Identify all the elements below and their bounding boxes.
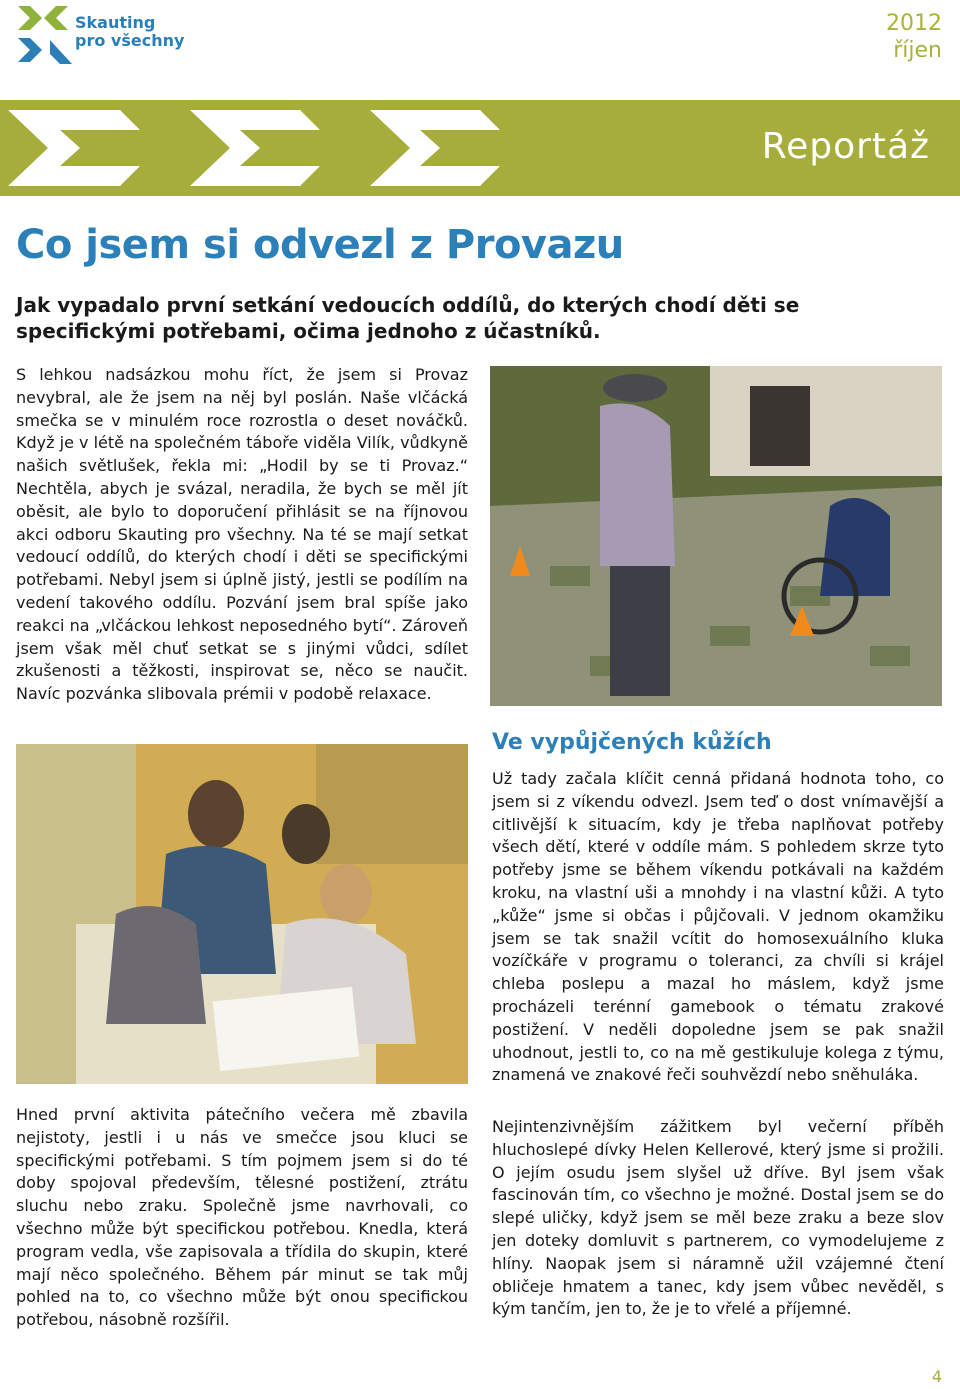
paragraph-borrowed-skins: Už tady začala klíčit cenná přidaná hodnota toho, co jsem si z víkendu odvezl. Jsem teď o dost vnímavější a citlivější k situacím, kdy je třeba naplňovat potřeby všech dětí, které v oddíle mám. S pohledem skrze tyto potřeby jsme se během víkendu potkávali na každém kroku, na vlastní uši a mnohdy i na vlastní kůži. A tyto „kůže“ jsme si občas i půjčovali. V jednom okamžiku jsem se tak snažil vcítit do homosexuálního kluka vozíčkáře v programu o toleranci, za chvíli si krájel chleba poslepu a mazal ho máslem, když jsme procházeli terénní gamebook o tématu zrakové postižení. V neděli dopoledne jsem se pak snažil uhodnout, jestli to, co na mě gestikuluje kolega z týmu, znamená ve znakové řeči souhvězdí nebo sněhuláka. <box>492 769 944 1085</box>
article-lead: Jak vypadalo první setkání vedoucích oddílů, do kterých chodí děti se specifickými potřebami, očima jednoho z účastníků. <box>16 293 800 343</box>
logo-line-1: Skauting <box>75 13 156 32</box>
section-label: Reportáž <box>761 126 930 167</box>
article-title: Co jsem si odvezl z Provazu <box>16 222 624 268</box>
issue-date <box>886 10 942 64</box>
page-number: 4 <box>931 1367 942 1386</box>
photo-group-meeting <box>16 744 468 1084</box>
paragraph-helen-keller: Nejintenzivnějším zážitkem byl večerní příběh hluchoslepé dívky Helen Kellerové, který jsme si prožili. O jejím osudu jsem slyšel už dříve. Byl jsem však fascinován tím, co všechno je možné. Dostal jsem se do slepé uličky, když jsem se měl beze zraku a beze slov jen doteky domluvit s partnerem, co vymodelujeme z hlíny. Naopak jsem si náramně užil vzájemné čtení obličeje hmatem a tanec, kdy jsem vůbec nevěděl, s kým tančím, jen to, že je to vřelé a příjemné. <box>492 1117 944 1319</box>
photo-outdoor-wheelchair <box>490 366 942 706</box>
issue-month: říjen <box>893 38 942 63</box>
paragraph-first-activity: Hned první aktivita pátečního večera mě zbavila nejistoty, jestli i u nás ve smečce jsou kluci se specifickými potřebami. S tím pojmem jsem si do té doby spojoval především, tělesné postižení, ztrátu sluchu nebo zraku. Společně jsme navrhovali, co všechno může být specifickou potřebou. Knedla, která program vedla, vše zapisovala a třídila do skupin, které mají něco společného. Během pár minut se tak můj pohled na to, co všechno může být onou specifickou potřebou, násobně rozšířil. <box>16 1105 468 1330</box>
logo-line-2: pro všechny <box>75 31 185 50</box>
section-subheading: Ve vypůjčených kůžích <box>492 730 772 755</box>
paragraph-intro: S lehkou nadsázkou mohu říct, že jsem si Provaz nevybral, ale že jsem na něj byl poslán. Naše vlčácká smečka se v minulém roce rozrostla o deset nováčků. Když je v létě na společném táboře viděla Vilík, vůdkyně našich světlušek, řekla mi: „Hodil by se ti Provaz.“ Nechtěla, abych je svázal, neradila, že bych se měl jít oběsit, ale bylo to doporučení přihlásit se na říjnovou akci odboru Skauting pro všechny. Na té se mají setkat vedoucí oddílů, do kterých chodí i děti se specifickými potřebami. Nebyl jsem si úplně jistý, jestli se podílím na vedení takového oddílu. Pozvání jsem bral spíše jako reakci na „vlčáckou lehkost neposedného bytí“. Zároveň jsem však měl chuť setkat se s jinými vůdci, sdílet zkušenosti a těžkosti, inspirovat se, něco se naučit. Navíc pozvánka slibovala prémii v podobě relaxace. <box>16 365 468 704</box>
logo-text <box>75 14 184 50</box>
issue-year: 2012 <box>886 11 942 36</box>
